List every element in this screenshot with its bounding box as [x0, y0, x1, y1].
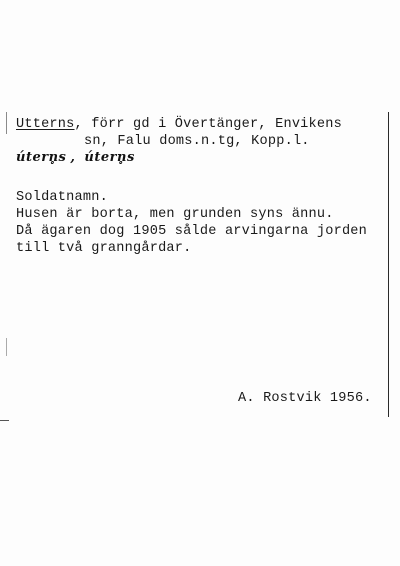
signature: A. Rostvik 1956. — [238, 391, 372, 406]
header-line-2: sn, Falu doms.n.tg, Kopp.l. — [84, 134, 310, 149]
body-line-4: till två granngårdar. — [16, 241, 192, 256]
left-margin-mark-lower — [6, 338, 7, 356]
pronunciation-separator: , — [70, 150, 76, 165]
body-line-1: Soldatnamn. — [16, 190, 108, 205]
right-border-line — [388, 112, 389, 417]
header-line-1 — [16, 117, 342, 133]
header-location: , förr gd i Övertänger, Envikens — [74, 117, 342, 132]
pronunciation-form-2: útern̥s — [84, 150, 135, 165]
body-line-3: Då ägaren dog 1905 sålde arvingarna jorden — [16, 224, 368, 239]
pronunciation-form-1: útern̥s — [16, 150, 67, 165]
pronunciation-notation — [16, 150, 139, 165]
body-line-2: Husen är borta, men grunden syns ännu. — [16, 207, 334, 222]
left-margin-mark — [6, 112, 7, 134]
headword: Utterns — [16, 117, 75, 132]
edge-tick-mark — [0, 420, 9, 421]
